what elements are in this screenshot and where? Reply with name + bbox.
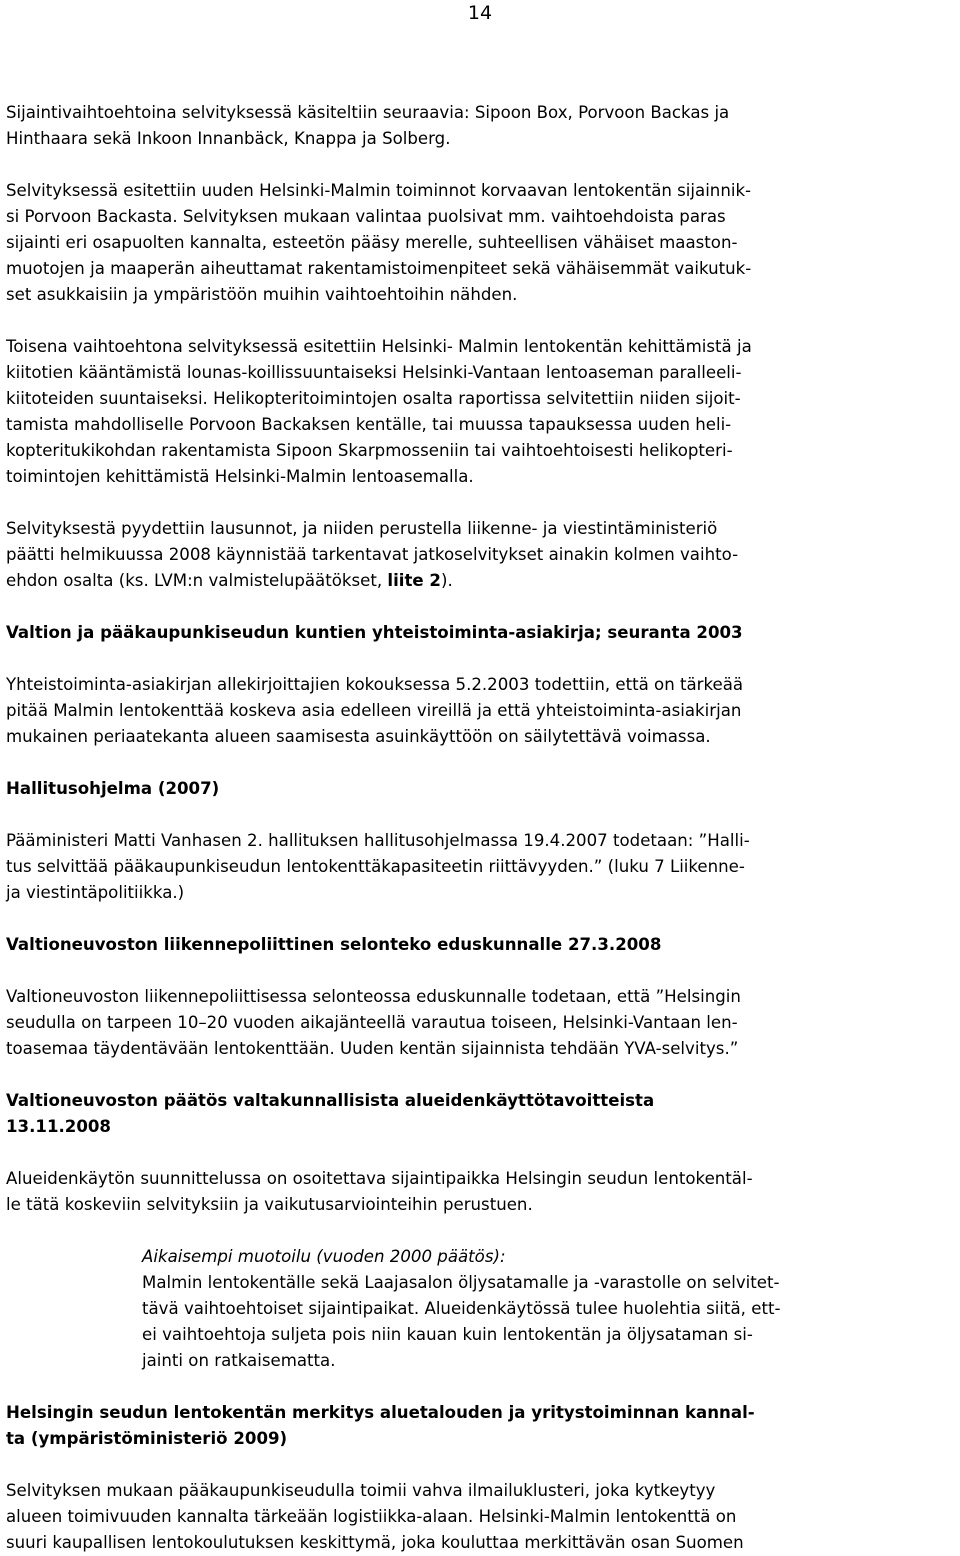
quote-title: Aikaisempi muotoilu (vuoden 2000 päätös): <box>142 1247 506 1266</box>
paragraph-backas-proposal: Selvityksessä esitettiin uuden Helsinki-Malmin toiminnot korvaavan lentokentän sijainnik- si Porvoon Backasta. Selvityksen mukaan valintaa puolsivat mm. vaihtoehdoista paras sijainti eri osapuolten kannalta, esteetön pääsy merelle, suhteellisen vähäiset maaston- muotojen ja maaperän aiheuttamat rakentamistoimenpiteet sekä vähäisemmät vaikutuk- set asukkaisiin ja ympäristöön muihin vaihtoehtoihin nähden. <box>6 181 752 304</box>
paragraph-second-alternative: Toisena vaihtoehtona selvityksessä esitettiin Helsinki- Malmin lentokentän kehittämistä ja kiitotien kääntämistä lounas-koillissuuntaiseksi Helsinki-Vantaan lentoaseman paralleeli- kiitoteiden suuntaiseksi. Helikopteritoimintojen osalta raportissa selvitettiin niiden sijoit- tamista mahdolliselle Porvoon Backaksen kentälle, tai muussa tapauksessa uuden heli- kopteritukikohdan rakentamista Sipoon Skarpmosseniin tai vaihtoehtoisesti helikopteri- toimintojen kehittämistä Helsinki-Malmin lentoasemalla. <box>6 337 752 486</box>
paragraph-aviation-cluster: Selvityksen mukaan pääkaupunkiseudulla toimii vahva ilmailuklusteri, joka kytkeytyy alueen toimivuuden kannalta tärkeään logistiikka-alaan. Helsinki-Malmin lentokenttä on suuri kaupallisen lentokoulutuksen keskittymä, joka kouluttaa merkittävän osan Suomen <box>6 1481 744 1552</box>
paragraph-statements-end: ). <box>440 571 453 590</box>
paragraph-transport-policy-report: Valtioneuvoston liikennepoliittisessa selonteossa eduskunnalle todetaan, että ”Helsingin seudulla on tarpeen 10–20 vuoden aikajänteellä varautua toiseen, Helsinki-Vantaan len- toasemaa täydentävään lentokenttään. Uuden kentän sijainnista tehdään YVA-selvitys.” <box>6 987 741 1058</box>
page-number: 14 <box>467 2 493 24</box>
heading-land-use-objectives: Valtioneuvoston päätös valtakunnallisista alueidenkäyttötavoitteista 13.11.2008 <box>6 1091 655 1136</box>
heading-transport-policy-report: Valtioneuvoston liikennepoliittinen selonteko eduskunnalle 27.3.2008 <box>6 935 662 954</box>
paragraph-land-use-objectives: Alueidenkäytön suunnittelussa on osoitettava sijaintipaikka Helsingin seudun lentokentäl- le tätä koskeviin selvityksiin ja vaikutusarviointeihin perustuen. <box>6 1169 753 1214</box>
paragraph-statements <box>6 516 956 594</box>
quote-text: Malmin lentokentälle sekä Laajasalon öljysatamalle ja -varastolle on selvitet- tävä vaihtoehtoiset sijaintipaikat. Alueidenkäytössä tulee huolehtia siitä, ett- ei vaihtoehtoja suljeta pois niin kauan kuin lentokentän ja öljysataman si- jainti on ratkaisematta. <box>142 1273 781 1370</box>
heading-government-programme: Hallitusohjelma (2007) <box>6 779 220 798</box>
paragraph-statements-text: Selvityksestä pyydettiin lausunnot, ja niiden perustella liikenne- ja viestintäministeriö päätti helmikuussa 2008 käynnistää tarkentavat jatkoselvitykset ainakin kolmen vaihto- ehdon osalta (ks. LVM:n valmistelupäätökset, <box>6 519 739 590</box>
document-body <box>6 100 956 1556</box>
quote-earlier-wording <box>142 1244 956 1374</box>
paragraph-government-programme: Pääministeri Matti Vanhasen 2. hallituksen hallitusohjelmassa 19.4.2007 todetaan: ”Halli- tus selvittää pääkaupunkiseudun lentokenttäkapasiteetin riittävyyden.” (luku 7 Liikenne- ja viestintäpolitiikka.) <box>6 831 750 902</box>
paragraph-cooperation-meeting: Yhteistoiminta-asiakirjan allekirjoittajien kokouksessa 5.2.2003 todettiin, että on tärkeää pitää Malmin lentokenttää koskeva asia edelleen vireillä ja että yhteistoiminta-asiakirjan mukainen periaatekanta alueen saamisesta asuinkäyttöön on säilytettävä voimassa. <box>6 675 744 746</box>
appendix-reference: liite 2 <box>387 571 441 590</box>
heading-cooperation-document: Valtion ja pääkaupunkiseudun kuntien yhteistoiminta-asiakirja; seuranta 2003 <box>6 623 743 642</box>
heading-regional-economy: Helsingin seudun lentokentän merkitys aluetalouden ja yritystoiminnan kannal- ta (ympäristöministeriö 2009) <box>6 1403 755 1448</box>
paragraph-site-alternatives: Sijaintivaihtoehtoina selvityksessä käsiteltiin seuraavia: Sipoon Box, Porvoon Backas ja Hinthaara sekä Inkoon Innanbäck, Knappa ja Solberg. <box>6 103 730 148</box>
